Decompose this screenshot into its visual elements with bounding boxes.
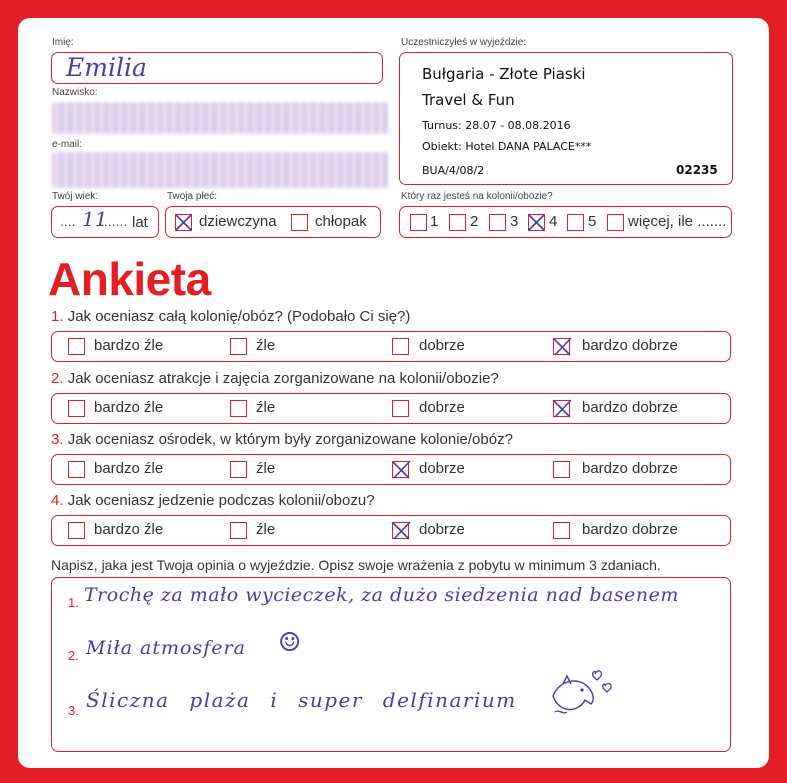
imie-field[interactable] bbox=[51, 52, 383, 84]
rating-checkbox[interactable] bbox=[230, 400, 247, 417]
check-x-icon bbox=[391, 460, 412, 481]
opinion-line-1-text: Trochę za mało wycieczek, za dużo siedzenia nad basenem bbox=[84, 584, 679, 606]
question-number: 4. bbox=[51, 492, 64, 509]
wiek-dots-before: .... bbox=[60, 213, 76, 229]
ktory-option-5: 5 bbox=[588, 213, 597, 230]
plec-checkbox-chlopak[interactable] bbox=[291, 214, 308, 231]
ktory-checkbox-1[interactable] bbox=[410, 214, 427, 231]
rating-option-label: bardzo dobrze bbox=[582, 337, 678, 354]
rating-checkbox[interactable] bbox=[392, 400, 409, 417]
wiek-field[interactable] bbox=[51, 206, 159, 238]
rating-option-label: bardzo źle bbox=[94, 521, 164, 538]
opinion-field[interactable] bbox=[51, 577, 731, 752]
opinion-line-3-text: Śliczna plaża i super delfinarium bbox=[86, 688, 517, 712]
survey-sheet bbox=[18, 18, 769, 768]
rating-checkbox[interactable] bbox=[553, 461, 570, 478]
rating-option-label: bardzo dobrze bbox=[582, 460, 678, 477]
rating-checkbox[interactable] bbox=[68, 461, 85, 478]
opinion-line-3-num: 3. bbox=[68, 703, 79, 718]
nazwisko-label: Nazwisko: bbox=[52, 87, 98, 98]
check-x-icon bbox=[552, 337, 573, 358]
rating-checkbox[interactable] bbox=[230, 461, 247, 478]
dolphin-doodle-icon bbox=[545, 666, 613, 718]
trip-turnus: Turnus: 28.07 - 08.08.2016 bbox=[422, 119, 571, 132]
question-3-options bbox=[51, 454, 731, 485]
ktory-checkbox-2[interactable] bbox=[449, 214, 466, 231]
page-title: Ankieta bbox=[48, 253, 211, 305]
rating-option-label: bardzo dobrze bbox=[582, 521, 678, 538]
question-4-options bbox=[51, 515, 731, 546]
email-label: e-mail: bbox=[52, 139, 83, 150]
question-text: Jak oceniasz całą kolonię/obóz? (Podobało Ci się?) bbox=[67, 308, 411, 325]
question-number: 2. bbox=[51, 370, 64, 387]
trip-organizer: Travel & Fun bbox=[422, 91, 515, 109]
wiek-label: Twój wiek: bbox=[52, 191, 99, 202]
question-1-options bbox=[51, 331, 731, 362]
rating-option-label: źle bbox=[256, 399, 276, 416]
rating-option-label: źle bbox=[256, 337, 276, 354]
ktory-option-more: więcej, ile ....... bbox=[628, 213, 727, 230]
rating-checkbox[interactable] bbox=[230, 522, 247, 539]
rating-option-label: źle bbox=[256, 521, 276, 538]
question-3 bbox=[51, 431, 513, 448]
ktory-checkbox-more[interactable] bbox=[607, 214, 624, 231]
check-x-icon bbox=[552, 399, 573, 420]
trip-code: BUA/4/08/2 bbox=[422, 164, 485, 177]
opinion-line-2-num: 2. bbox=[68, 648, 79, 663]
trip-destination: Bułgaria - Złote Piaski bbox=[422, 65, 586, 83]
rating-checkbox[interactable] bbox=[392, 461, 409, 478]
plec-label: Twoja płeć: bbox=[167, 191, 218, 202]
rating-option-label: dobrze bbox=[419, 399, 465, 416]
rating-checkbox[interactable] bbox=[392, 522, 409, 539]
plec-option-dziewczyna: dziewczyna bbox=[199, 213, 277, 230]
trip-obiekt: Obiekt: Hotel DANA PALACE*** bbox=[422, 140, 592, 153]
rating-option-label: dobrze bbox=[419, 521, 465, 538]
rating-checkbox[interactable] bbox=[392, 338, 409, 355]
plec-option-chlopak: chłopak bbox=[315, 213, 367, 230]
wiek-unit: lat bbox=[132, 214, 148, 231]
ktory-field bbox=[399, 206, 732, 238]
rating-checkbox[interactable] bbox=[68, 522, 85, 539]
rating-option-label: dobrze bbox=[419, 460, 465, 477]
rating-checkbox[interactable] bbox=[553, 522, 570, 539]
ktory-checkbox-3[interactable] bbox=[489, 214, 506, 231]
rating-option-label: bardzo dobrze bbox=[582, 399, 678, 416]
question-number: 1. bbox=[51, 308, 64, 325]
opinion-smiley: ☺ bbox=[278, 628, 302, 658]
rating-option-label: bardzo źle bbox=[94, 337, 164, 354]
plec-field bbox=[165, 206, 381, 238]
wiek-dots-after: ....... bbox=[100, 213, 128, 229]
ktory-option-1: 1 bbox=[430, 213, 439, 230]
trip-info-box bbox=[399, 52, 733, 185]
ktory-option-2: 2 bbox=[470, 213, 479, 230]
check-x-icon bbox=[527, 213, 546, 232]
question-number: 3. bbox=[51, 431, 64, 448]
opinion-line-2-text: Miła atmosfera bbox=[86, 637, 246, 659]
rating-option-label: bardzo źle bbox=[94, 399, 164, 416]
question-4 bbox=[51, 492, 375, 509]
question-text: Jak oceniasz atrakcje i zajęcia zorganizowane na kolonii/obozie? bbox=[67, 370, 499, 387]
rating-option-label: bardzo źle bbox=[94, 460, 164, 477]
question-2-options bbox=[51, 393, 731, 424]
rating-option-label: źle bbox=[256, 460, 276, 477]
opinion-prompt: Napisz, jaka jest Twoja opinia o wyjeździe. Opisz swoje wrażenia z pobytu w minimum 3 zdaniach. bbox=[51, 557, 661, 573]
check-x-icon bbox=[391, 521, 412, 542]
plec-checkbox-dziewczyna[interactable] bbox=[175, 214, 192, 231]
imie-label: Imię: bbox=[52, 37, 74, 48]
ktory-checkbox-4[interactable] bbox=[528, 214, 545, 231]
ktory-checkbox-5[interactable] bbox=[567, 214, 584, 231]
rating-checkbox[interactable] bbox=[68, 338, 85, 355]
question-1 bbox=[51, 308, 410, 325]
ktory-option-3: 3 bbox=[510, 213, 519, 230]
rating-checkbox[interactable] bbox=[553, 400, 570, 417]
check-x-icon bbox=[174, 213, 193, 232]
trip-number: 02235 bbox=[676, 163, 718, 177]
rating-checkbox[interactable] bbox=[553, 338, 570, 355]
email-redacted bbox=[52, 152, 388, 188]
rating-checkbox[interactable] bbox=[68, 400, 85, 417]
opinion-line-1-num: 1. bbox=[68, 595, 79, 610]
question-text: Jak oceniasz ośrodek, w którym były zorganizowane kolonie/obóz? bbox=[67, 431, 513, 448]
ktory-label: Który raz jesteś na kolonii/obozie? bbox=[401, 191, 553, 202]
rating-checkbox[interactable] bbox=[230, 338, 247, 355]
imie-value: Emilia bbox=[66, 53, 147, 82]
nazwisko-redacted bbox=[52, 102, 388, 134]
question-text: Jak oceniasz jedzenie podczas kolonii/obozu? bbox=[67, 492, 375, 509]
ktory-option-4: 4 bbox=[549, 213, 558, 230]
question-2 bbox=[51, 370, 499, 387]
wiek-value: 11 bbox=[82, 207, 108, 231]
rating-option-label: dobrze bbox=[419, 337, 465, 354]
uczestnicy-label: Uczestniczyłeś w wyjeździe: bbox=[401, 37, 527, 48]
